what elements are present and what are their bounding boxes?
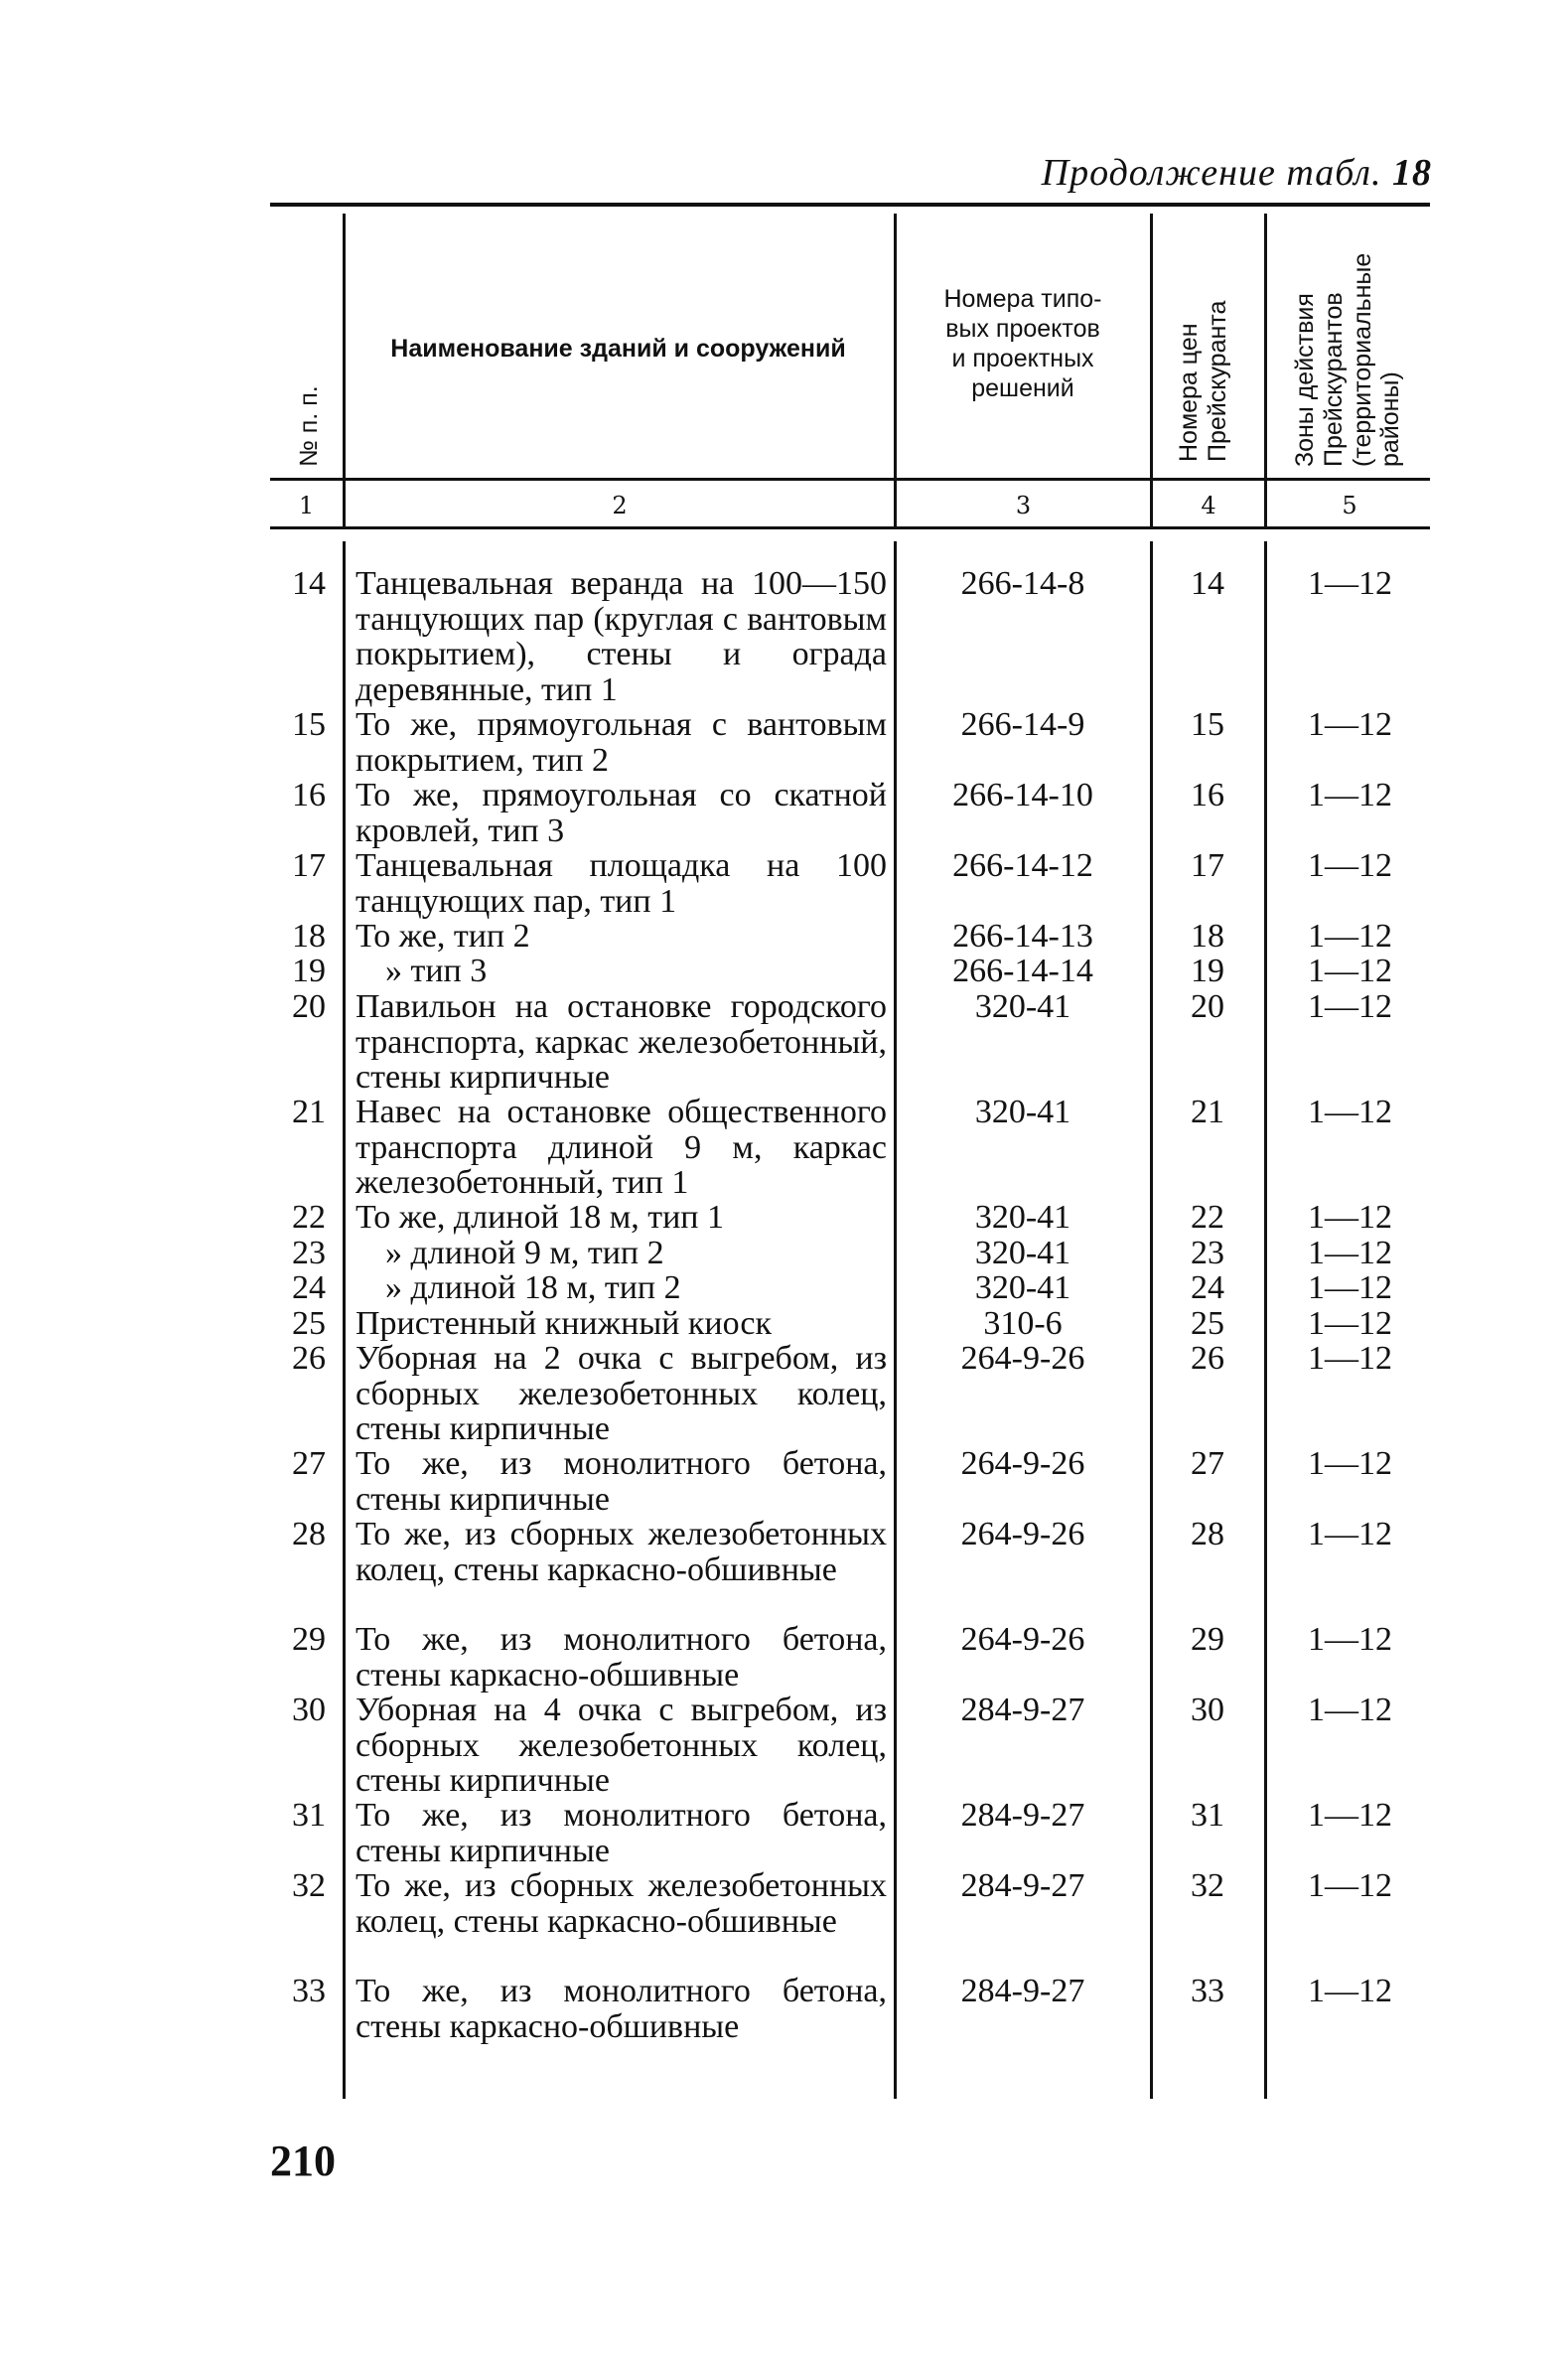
row-number: 32 (292, 1867, 326, 1904)
row-name: То же, из монолитного бетона, стены кирпичные (356, 1445, 887, 1518)
row-price: 17 (1191, 847, 1224, 884)
row-name: То же, из сборных железобетонных колец, стены каркасно-обшивные (356, 1867, 887, 1940)
row-zone: 1—12 (1308, 1445, 1392, 1482)
header-divider-2 (894, 214, 897, 526)
row-number: 24 (292, 1269, 326, 1306)
row-zone: 1—12 (1308, 777, 1392, 813)
header-divider-3 (1150, 214, 1153, 526)
colnum-5: 5 (1342, 492, 1357, 519)
colnum-3: 3 (1015, 492, 1032, 519)
row-zone: 1—12 (1308, 706, 1392, 743)
colnum-1: 1 (298, 492, 315, 519)
row-price: 27 (1191, 1445, 1224, 1482)
header-price-line2: Прейскуранта (1203, 300, 1231, 462)
row-name: Танцевальная веранда на 100—150 танцующих пар (круглая с вантовым покрытием), стены и ограда деревянные, тип 1 (356, 565, 887, 708)
row-name: Павильон на остановке городского транспорта, каркас железобетонный, стены кирпичные (356, 988, 887, 1096)
row-name: То же, прямоугольная со скатной кровлей, тип 3 (356, 777, 887, 849)
row-project: 320-41 (974, 1094, 1071, 1130)
row-price: 24 (1191, 1269, 1224, 1306)
row-zone: 1—12 (1308, 1305, 1392, 1342)
row-name: То же, из монолитного бетона, стены кирпичные (356, 1797, 887, 1869)
row-number: 33 (292, 1973, 326, 2009)
header-proj-line3: и проектных (951, 345, 1094, 372)
row-project: 266-14-9 (960, 706, 1085, 743)
row-zone: 1—12 (1308, 1340, 1392, 1377)
header-num: № п. п. (295, 385, 323, 467)
row-project: 266-14-14 (952, 953, 1093, 989)
row-zone: 1—12 (1308, 953, 1392, 989)
row-number: 15 (292, 706, 326, 743)
row-price: 19 (1191, 953, 1224, 989)
header-price (1175, 301, 1232, 462)
row-price: 20 (1191, 988, 1224, 1025)
row-price: 22 (1191, 1199, 1224, 1236)
row-zone: 1—12 (1308, 565, 1392, 602)
header-proj-line2: вых проектов (945, 315, 1100, 343)
body-divider-4 (1264, 541, 1267, 2099)
row-number: 14 (292, 565, 326, 602)
row-price: 31 (1191, 1797, 1224, 1834)
header-zone-line2: Прейскурантов (1319, 292, 1348, 467)
row-project: 284-9-27 (960, 1973, 1085, 2009)
row-price: 33 (1191, 1973, 1224, 2009)
row-number: 19 (292, 953, 326, 989)
row-project: 320-41 (974, 1199, 1071, 1236)
header-divider-4 (1264, 214, 1267, 526)
body-divider-1 (343, 541, 346, 2099)
row-price: 28 (1191, 1516, 1224, 1552)
header-zone (1291, 253, 1405, 467)
header-price-line1: Номера цен (1175, 323, 1203, 462)
row-project: 266-14-13 (952, 918, 1093, 955)
header-proj (899, 284, 1147, 403)
row-zone: 1—12 (1308, 1692, 1392, 1728)
caption-table-number: 18 (1392, 152, 1432, 194)
row-name: То же, длиной 18 м, тип 1 (356, 1199, 724, 1236)
row-name: То же, из монолитного бетона, стены каркасно-обшивные (356, 1621, 887, 1694)
row-number: 26 (292, 1340, 326, 1377)
row-name: То же, из сборных железобетонных колец, стены каркасно-обшивные (356, 1516, 887, 1588)
row-name: Уборная на 4 очка с выгребом, из сборных железобетонных колец, стены кирпичные (356, 1692, 887, 1799)
header-divider-1 (343, 214, 346, 526)
row-price: 30 (1191, 1692, 1224, 1728)
row-number: 31 (292, 1797, 326, 1834)
row-name: Танцевальная площадка на 100 танцующих пар, тип 1 (356, 847, 887, 920)
row-project: 264-9-26 (960, 1445, 1085, 1482)
row-zone: 1—12 (1308, 1621, 1392, 1658)
row-project: 284-9-27 (960, 1867, 1085, 1904)
row-number: 29 (292, 1621, 326, 1658)
row-price: 26 (1191, 1340, 1224, 1377)
row-project: 264-9-26 (960, 1340, 1085, 1377)
row-zone: 1—12 (1308, 1269, 1392, 1306)
row-number: 25 (292, 1305, 326, 1342)
row-name (356, 954, 887, 989)
row-zone: 1—12 (1308, 1797, 1392, 1834)
row-zone: 1—12 (1308, 1235, 1392, 1271)
row-price: 21 (1191, 1094, 1224, 1130)
row-zone: 1—12 (1308, 988, 1392, 1025)
header-zone-line1: Зоны действия (1291, 293, 1319, 467)
row-price: 15 (1191, 706, 1224, 743)
caption-text: Продолжение табл. (1041, 152, 1382, 194)
row-project: 264-9-26 (960, 1621, 1085, 1658)
row-price: 25 (1191, 1305, 1224, 1342)
row-name (356, 1236, 887, 1271)
row-name-text: » длиной 18 м, тип 2 (385, 1269, 681, 1306)
row-project: 284-9-27 (960, 1797, 1085, 1834)
row-price: 14 (1191, 565, 1224, 602)
row-number: 28 (292, 1516, 326, 1552)
row-name-text: » длиной 9 м, тип 2 (385, 1235, 664, 1271)
header-bottom-rule (270, 478, 1430, 481)
row-zone: 1—12 (1308, 847, 1392, 884)
row-name: Пристенный книжный киоск (356, 1305, 773, 1342)
row-name: Уборная на 2 очка с выгребом, из сборных железобетонных колец, стены кирпичные (356, 1340, 887, 1447)
row-price: 16 (1191, 777, 1224, 813)
row-project: 264-9-26 (960, 1516, 1085, 1552)
row-zone: 1—12 (1308, 1516, 1392, 1552)
row-zone: 1—12 (1308, 1973, 1392, 2009)
row-number: 22 (292, 1199, 326, 1236)
header-zone-line3: (территориальные (1348, 252, 1376, 467)
row-project: 320-41 (974, 1269, 1071, 1306)
header-name: Наименование зданий и сооружений (390, 335, 846, 363)
row-project: 266-14-12 (952, 847, 1093, 884)
row-number: 21 (292, 1094, 326, 1130)
row-project: 310-6 (983, 1305, 1063, 1342)
row-zone: 1—12 (1308, 1867, 1392, 1904)
row-price: 29 (1191, 1621, 1224, 1658)
row-number: 27 (292, 1445, 326, 1482)
row-number: 18 (292, 918, 326, 955)
colnum-bottom-rule (270, 526, 1430, 529)
row-name: То же, из монолитного бетона, стены каркасно-обшивные (356, 1973, 887, 2045)
colnum-4: 4 (1201, 492, 1216, 519)
body-divider-2 (894, 541, 897, 2099)
row-number: 23 (292, 1235, 326, 1271)
row-name: То же, прямоугольная с вантовым покрытием, тип 2 (356, 706, 887, 779)
row-number: 30 (292, 1692, 326, 1728)
row-price: 18 (1191, 918, 1224, 955)
page-number: 210 (270, 2137, 336, 2185)
header-proj-line4: решений (971, 374, 1074, 402)
row-zone: 1—12 (1308, 918, 1392, 955)
row-project: 320-41 (974, 1235, 1071, 1271)
row-project: 266-14-10 (952, 777, 1093, 813)
row-name: То же, тип 2 (356, 918, 530, 955)
row-price: 23 (1191, 1235, 1224, 1271)
top-rule (270, 203, 1430, 207)
header-zone-line4: районы) (1376, 371, 1405, 467)
row-name (356, 1270, 887, 1306)
row-name-text: » тип 3 (385, 953, 488, 989)
row-name: Навес на остановке общественного транспорта длиной 9 м, каркас железобетонный, тип 1 (356, 1094, 887, 1201)
row-number: 17 (292, 847, 326, 884)
header-proj-line1: Номера типо- (943, 285, 1102, 313)
table-caption (1042, 151, 1432, 195)
row-price: 32 (1191, 1867, 1224, 1904)
row-zone: 1—12 (1308, 1094, 1392, 1130)
colnum-2: 2 (612, 492, 628, 519)
row-project: 266-14-8 (960, 565, 1085, 602)
row-project: 284-9-27 (960, 1692, 1085, 1728)
row-number: 20 (292, 988, 326, 1025)
row-number: 16 (292, 777, 326, 813)
row-project: 320-41 (974, 988, 1071, 1025)
row-zone: 1—12 (1308, 1199, 1392, 1236)
